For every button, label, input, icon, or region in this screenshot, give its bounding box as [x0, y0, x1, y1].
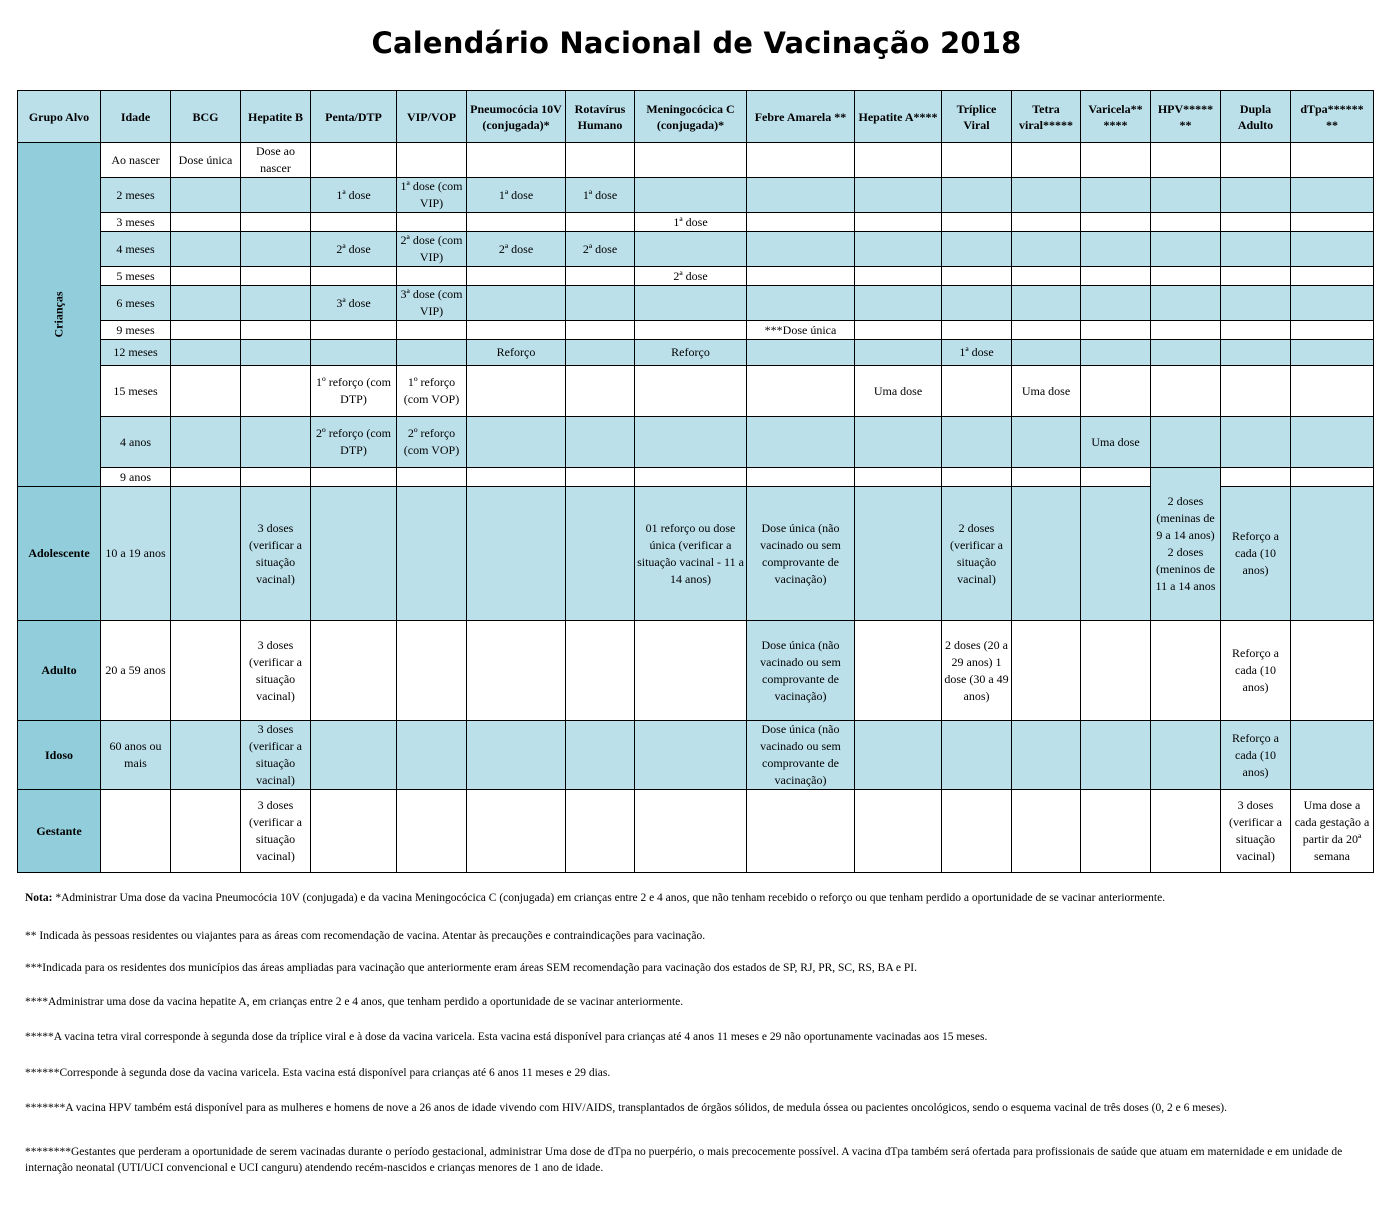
table-cell: 2ª dose	[635, 267, 747, 286]
table-row	[18, 321, 1374, 340]
table-cell: 3 doses (verificar a situação vacinal)	[1221, 790, 1291, 873]
group-idoso: Idoso	[18, 721, 101, 790]
table-cell: 3 doses (verificar a situação vacinal)	[241, 487, 311, 621]
header-cell: Varicela** ****	[1081, 91, 1151, 143]
table-cell: 3 doses (verificar a situação vacinal)	[241, 790, 311, 873]
header-cell: Dupla Adulto	[1221, 91, 1291, 143]
table-cell: 1º reforço (com VOP)	[397, 366, 467, 417]
table-cell: 2 doses (verificar a situação vacinal)	[942, 487, 1012, 621]
note-8: ********Gestantes que perderam a oportunidade de serem vacinadas durante o período gestacional, administrar Uma dose de dTpa no puerpério, o mais precocemente possível. A vacina dTpa também será ofertada para profissionais de saúde que atuam em maternidade e em unidade de internação neonatal (UTI/UCI convencional e UCI canguru) atendendo recém-nascidos e crianças menores de 1 ano de idade.	[25, 1146, 1343, 1174]
header-cell: BCG	[171, 91, 241, 143]
header-cell: VIP/VOP	[397, 91, 467, 143]
table-row	[18, 340, 1374, 366]
table-cell: 01 reforço ou dose única (verificar a situação vacinal - 11 a 14 anos)	[635, 487, 747, 621]
table-cell: 2ª dose	[311, 232, 397, 267]
header-cell: Meningocócica C (conjugada)*	[635, 91, 747, 143]
note-2: ** Indicada às pessoas residentes ou viajantes para as áreas com recomendação de vacina. Atentar às precauções e contraindicações para vacinação.	[25, 930, 706, 942]
header-cell: Tríplice Viral	[942, 91, 1012, 143]
group-label: Crianças	[51, 291, 66, 338]
header-cell: Febre Amarela **	[747, 91, 855, 143]
note-7: *******A vacina HPV também está disponível para as mulheres e homens de nove a 26 anos de idade vivendo com HIV/AIDS, transplantados de órgãos sólidos, de medula óssea ou pacientes oncológicos, sendo o esquema vacinal de três doses (0, 2 e 6 meses).	[25, 1102, 1227, 1114]
note-4: ****Administrar uma dose da vacina hepatite A, em crianças entre 2 e 4 anos, que tenham perdido a oportunidade de se vacinar anteriormente.	[25, 996, 684, 1008]
table-cell: Dose única (não vacinado ou sem comprovante de vacinação)	[747, 621, 855, 721]
table-cell: 1ª dose	[566, 178, 635, 213]
age-cell: 4 anos	[101, 417, 171, 468]
table-row	[18, 721, 1374, 790]
table-cell: 2 doses (20 a 29 anos) 1 dose (30 a 49 anos)	[942, 621, 1012, 721]
table-cell: 1ª dose (com VIP)	[397, 178, 467, 213]
age-cell: 9 meses	[101, 321, 171, 340]
table-cell: 3 doses (verificar a situação vacinal)	[241, 721, 311, 790]
table-row	[18, 178, 1374, 213]
table-cell: Dose única (não vacinado ou sem comprovante de vacinação)	[747, 487, 855, 621]
age-cell: 6 meses	[101, 286, 171, 321]
header-cell: dTpa****** **	[1291, 91, 1374, 143]
note-3: ***Indicada para os residentes dos municípios das áreas ampliadas para vacinação que anteriormente eram áreas SEM recomendação para vacinação dos estados de SP, RJ, PR, SC, RS, BA e PI.	[25, 962, 917, 974]
header-cell: Pneumocócia 10V (conjugada)*	[467, 91, 566, 143]
table-cell: Uma dose	[1081, 417, 1151, 468]
table-cell: Dose ao nascer	[241, 143, 311, 178]
table-cell: 2 doses (meninas de 9 a 14 anos) 2 doses (meninos de 11 a 14 anos	[1151, 468, 1221, 621]
table-cell: Uma dose a cada gestação a partir da 20ª semana	[1291, 790, 1374, 873]
table-row	[18, 621, 1374, 721]
table-cell: 2ª dose	[467, 232, 566, 267]
table-row	[18, 417, 1374, 468]
table-cell: Reforço	[467, 340, 566, 366]
age-cell: 2 meses	[101, 178, 171, 213]
group-adolescente: Adolescente	[18, 487, 101, 621]
table-cell: ***Dose única	[747, 321, 855, 340]
header-cell: Grupo Alvo	[18, 91, 101, 143]
table-cell: 2ª dose (com VIP)	[397, 232, 467, 267]
age-cell: 12 meses	[101, 340, 171, 366]
table-cell: 2ª dose	[566, 232, 635, 267]
table-cell: 3 doses (verificar a situação vacinal)	[241, 621, 311, 721]
age-cell: 15 meses	[101, 366, 171, 417]
header-cell: Hepatite A****	[855, 91, 942, 143]
age-cell: 9 anos	[101, 468, 171, 487]
table-cell: Reforço a cada (10 anos)	[1221, 721, 1291, 790]
vaccination-table	[17, 90, 1374, 873]
note-5: *****A vacina tetra viral corresponde à segunda dose da tríplice viral e à dose da vacina varicela. Esta vacina está disponível para crianças até 4 anos 11 meses e 29 não oportunamente vacinadas aos 15 meses.	[25, 1031, 988, 1043]
table-cell: 1ª dose	[467, 178, 566, 213]
table-cell: 2º reforço (com VOP)	[397, 417, 467, 468]
age-cell: 60 anos ou mais	[101, 721, 171, 790]
page-title: Calendário Nacional de Vacinação 2018	[371, 26, 1022, 60]
table-cell: Reforço a cada (10 anos)	[1221, 487, 1291, 621]
table-row	[18, 213, 1374, 232]
note-6: ******Corresponde à segunda dose da vacina varicela. Esta vacina está disponível para crianças até 6 anos 11 meses e 29 dias.	[25, 1067, 611, 1079]
header-cell: Rotavírus Humano	[566, 91, 635, 143]
age-cell: 5 meses	[101, 267, 171, 286]
age-cell: Ao nascer	[101, 143, 171, 178]
table-row	[18, 366, 1374, 417]
header-row	[18, 91, 1374, 143]
table-row	[18, 143, 1374, 178]
table-cell: Reforço	[635, 340, 747, 366]
table-cell: 1º reforço (com DTP)	[311, 366, 397, 417]
table-row	[18, 232, 1374, 267]
table-cell: 3ª dose (com VIP)	[397, 286, 467, 321]
table-cell: Dose única (não vacinado ou sem comprovante de vacinação)	[747, 721, 855, 790]
header-cell: Tetra viral*****	[1012, 91, 1081, 143]
table-row	[18, 267, 1374, 286]
age-cell: 10 a 19 anos	[101, 487, 171, 621]
table-row	[18, 790, 1374, 873]
table-cell: 3ª dose	[311, 286, 397, 321]
table-cell: Dose única	[171, 143, 241, 178]
table-row	[18, 468, 1374, 487]
note-1: Nota: *Administrar Uma dose da vacina Pneumocócia 10V (conjugada) e da vacina Meningocócica C (conjugada) em crianças entre 2 e 4 anos, que não tenham recebido o reforço ou que tenham perdido a oportunidade de se vacinar anteriormente.	[25, 892, 1166, 904]
header-cell: HPV***** **	[1151, 91, 1221, 143]
header-cell: Penta/DTP	[311, 91, 397, 143]
table-cell: 1ª dose	[635, 213, 747, 232]
table-cell: Uma dose	[1012, 366, 1081, 417]
age-cell: 4 meses	[101, 232, 171, 267]
note-label: Nota:	[25, 892, 53, 904]
table-cell: 1ª dose	[311, 178, 397, 213]
table-row	[18, 286, 1374, 321]
table-cell: 2º reforço (com DTP)	[311, 417, 397, 468]
age-cell: 20 a 59 anos	[101, 621, 171, 721]
table-cell: Uma dose	[855, 366, 942, 417]
group-criancas	[18, 143, 101, 487]
group-adulto: Adulto	[18, 621, 101, 721]
age-cell: 3 meses	[101, 213, 171, 232]
header-cell: Idade	[101, 91, 171, 143]
table-cell: Reforço a cada (10 anos)	[1221, 621, 1291, 721]
table-cell: 1ª dose	[942, 340, 1012, 366]
header-cell: Hepatite B	[241, 91, 311, 143]
group-gestante: Gestante	[18, 790, 101, 873]
